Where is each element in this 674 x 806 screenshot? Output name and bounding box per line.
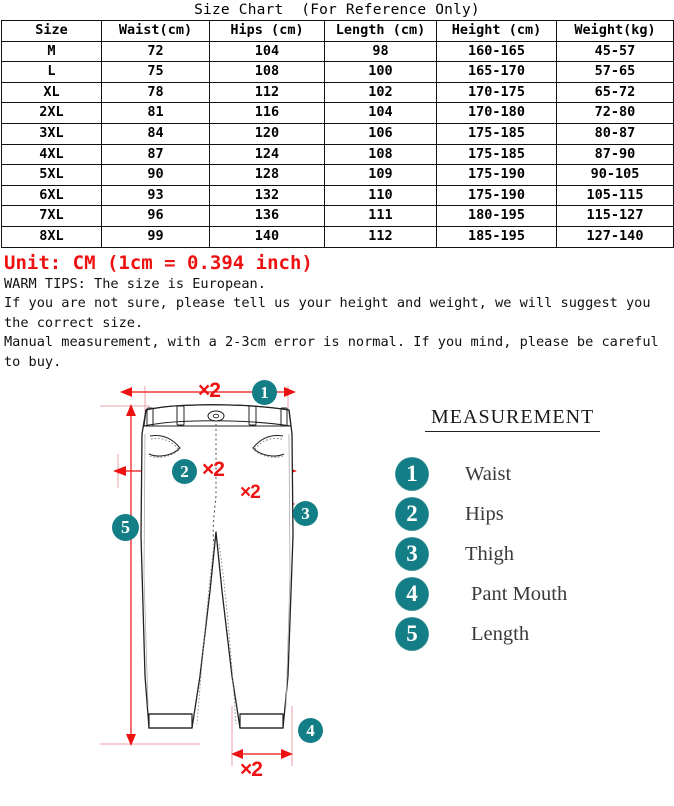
cell-height: 175-185: [437, 123, 557, 144]
column-header-height: Height (cm): [437, 21, 557, 42]
hips-multiplier-label: ×2: [202, 458, 224, 482]
cell-size: 6XL: [2, 185, 102, 206]
table-row: [2, 41, 674, 62]
table-row: [2, 206, 674, 227]
legend-label-waist: Waist: [465, 462, 512, 485]
legend-badge-1: 1: [395, 457, 429, 491]
cell-size: 7XL: [2, 206, 102, 227]
cell-length: 104: [325, 103, 437, 124]
cell-hips: 136: [210, 206, 325, 227]
cell-size: L: [2, 62, 102, 83]
cell-length: 100: [325, 62, 437, 83]
table-row: [2, 165, 674, 186]
cell-size: 3XL: [2, 123, 102, 144]
cell-waist: 96: [102, 206, 210, 227]
diagram-badge-length: 5: [112, 514, 139, 541]
cell-waist: 93: [102, 185, 210, 206]
table-row: [2, 123, 674, 144]
cell-length: 106: [325, 123, 437, 144]
pants-outline: [141, 405, 293, 728]
legend-label-length: Length: [471, 622, 530, 645]
unit-note: Unit: CM (1cm = 0.394 inch): [4, 251, 313, 274]
cell-length: 102: [325, 82, 437, 103]
cell-height: 185-195: [437, 226, 557, 247]
cell-height: 170-180: [437, 103, 557, 124]
legend-label-hips: Hips: [465, 502, 504, 525]
cell-hips: 104: [210, 41, 325, 62]
legend-item-waist: [395, 454, 665, 494]
legend-title: MEASUREMENT: [425, 406, 600, 432]
cell-height: 165-170: [437, 62, 557, 83]
cell-waist: 90: [102, 165, 210, 186]
diagram-badge-pant-mouth: 4: [298, 718, 323, 743]
cell-waist: 84: [102, 123, 210, 144]
cell-waist: 87: [102, 144, 210, 165]
cell-height: 180-195: [437, 206, 557, 227]
diagram-badge-hips: 2: [172, 459, 197, 484]
waist-multiplier-label: ×2: [198, 379, 220, 403]
waist-button: [208, 411, 224, 421]
table-row: [2, 144, 674, 165]
cell-length: 108: [325, 144, 437, 165]
diagram-badge-thigh: 3: [293, 501, 318, 526]
legend-badge-5: 5: [395, 617, 429, 651]
legend-label-thigh: Thigh: [465, 542, 514, 565]
cell-height: 160-165: [437, 41, 557, 62]
cell-height: 175-190: [437, 165, 557, 186]
cell-height: 175-190: [437, 185, 557, 206]
legend-label-pant-mouth: Pant Mouth: [471, 582, 568, 605]
table-row: [2, 103, 674, 124]
cell-weight: 127-140: [557, 226, 674, 247]
cell-length: 109: [325, 165, 437, 186]
cell-height: 170-175: [437, 82, 557, 103]
legend-item-thigh: [395, 534, 665, 574]
legend-item-hips: [395, 494, 665, 534]
cell-hips: 124: [210, 144, 325, 165]
cell-weight: 72-80: [557, 103, 674, 124]
thigh-multiplier-label: ×2: [240, 482, 260, 504]
cell-length: 111: [325, 206, 437, 227]
column-header-hips: Hips (cm): [210, 21, 325, 42]
legend-rows: [395, 454, 665, 654]
measurement-diagram: [0, 376, 674, 806]
cell-weight: 45-57: [557, 41, 674, 62]
cell-size: 2XL: [2, 103, 102, 124]
cell-hips: 108: [210, 62, 325, 83]
legend-badge-4: 4: [395, 577, 429, 611]
cell-length: 98: [325, 41, 437, 62]
cell-hips: 120: [210, 123, 325, 144]
size-advice-note: If you are not sure, please tell us your height and weight, we will suggest you the correct size.: [4, 295, 659, 331]
column-header-length: Length (cm): [325, 21, 437, 42]
cell-hips: 140: [210, 226, 325, 247]
cell-weight: 80-87: [557, 123, 674, 144]
cell-waist: 72: [102, 41, 210, 62]
cell-size: M: [2, 41, 102, 62]
table-row: [2, 62, 674, 83]
cell-weight: 90-105: [557, 165, 674, 186]
cell-hips: 112: [210, 82, 325, 103]
table-row: [2, 185, 674, 206]
cell-size: 8XL: [2, 226, 102, 247]
legend-item-pant-mouth: [395, 574, 665, 614]
table-row: [2, 82, 674, 103]
cell-length: 110: [325, 185, 437, 206]
cell-weight: 115-127: [557, 206, 674, 227]
cell-height: 175-185: [437, 144, 557, 165]
cell-hips: 132: [210, 185, 325, 206]
cell-waist: 75: [102, 62, 210, 83]
warm-tips-note: WARM TIPS: The size is European.: [4, 275, 266, 292]
cell-size: 5XL: [2, 165, 102, 186]
cell-size: 4XL: [2, 144, 102, 165]
cell-weight: 105-115: [557, 185, 674, 206]
legend-badge-2: 2: [395, 497, 429, 531]
cell-hips: 128: [210, 165, 325, 186]
cell-waist: 99: [102, 226, 210, 247]
column-header-waist: Waist(cm): [102, 21, 210, 42]
cell-waist: 78: [102, 82, 210, 103]
pant-mouth-multiplier-label: ×2: [240, 758, 262, 782]
page-title: Size Chart (For Reference Only): [194, 2, 480, 18]
cell-waist: 81: [102, 103, 210, 124]
legend-item-length: [395, 614, 665, 654]
table-row: [2, 226, 674, 247]
cell-size: XL: [2, 82, 102, 103]
cell-hips: 116: [210, 103, 325, 124]
column-header-weight: Weight(kg): [557, 21, 674, 42]
legend-badge-3: 3: [395, 537, 429, 571]
column-header-size: Size: [2, 21, 102, 42]
diagram-badge-waist: 1: [252, 380, 277, 405]
notes-block: [0, 248, 674, 373]
cell-weight: 65-72: [557, 82, 674, 103]
measurement-legend: [395, 406, 665, 654]
cell-weight: 87-90: [557, 144, 674, 165]
table-header-row: [2, 21, 674, 42]
cell-weight: 57-65: [557, 62, 674, 83]
measurement-error-note: Manual measurement, with a 2-3cm error is normal. If you mind, please be careful to buy.: [4, 334, 667, 370]
cell-length: 112: [325, 226, 437, 247]
size-chart-table: [1, 20, 674, 248]
